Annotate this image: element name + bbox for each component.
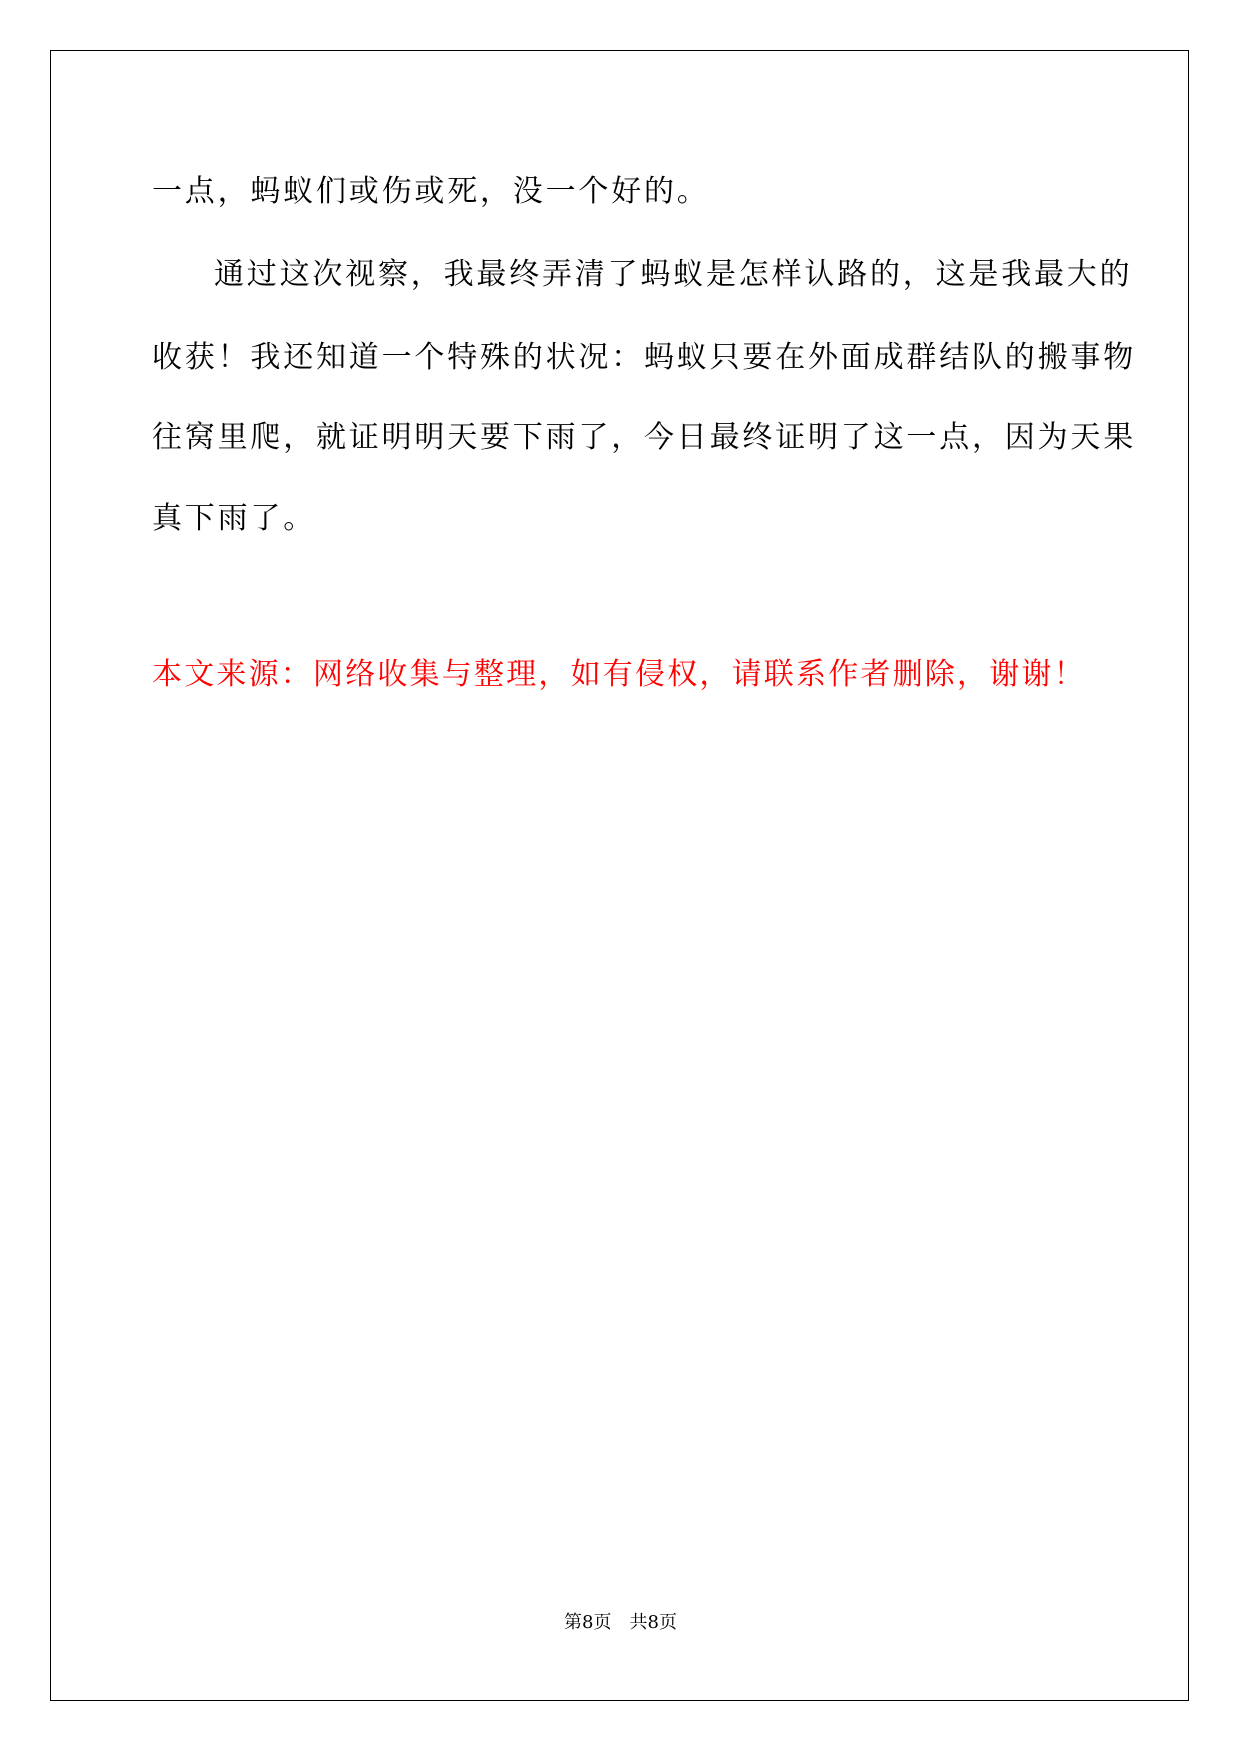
page-footer — [0, 1612, 1241, 1634]
page-number-total: 共8页 — [629, 1612, 677, 1633]
paragraph-line: 真下雨了。 — [152, 501, 316, 536]
page-number-current: 第8页 — [564, 1612, 612, 1633]
source-note: 本文来源：网络收集与整理，如有侵权，请联系作者删除，谢谢！ — [152, 657, 1086, 692]
paragraph-line: 通过这次视察，我最终弄清了蚂蚁是怎样认路的，这是我最大的 — [214, 257, 1133, 292]
paragraph-line: 收获！我还知道一个特殊的状况：蚂蚁只要在外面成群结队的搬事物 — [152, 340, 1136, 375]
paragraph-line: 一点，蚂蚁们或伤或死，没一个好的。 — [152, 174, 710, 209]
paragraph-line: 往窝里爬，就证明明天要下雨了，今日最终证明了这一点，因为天果 — [152, 420, 1136, 455]
page-border — [50, 50, 1189, 1701]
